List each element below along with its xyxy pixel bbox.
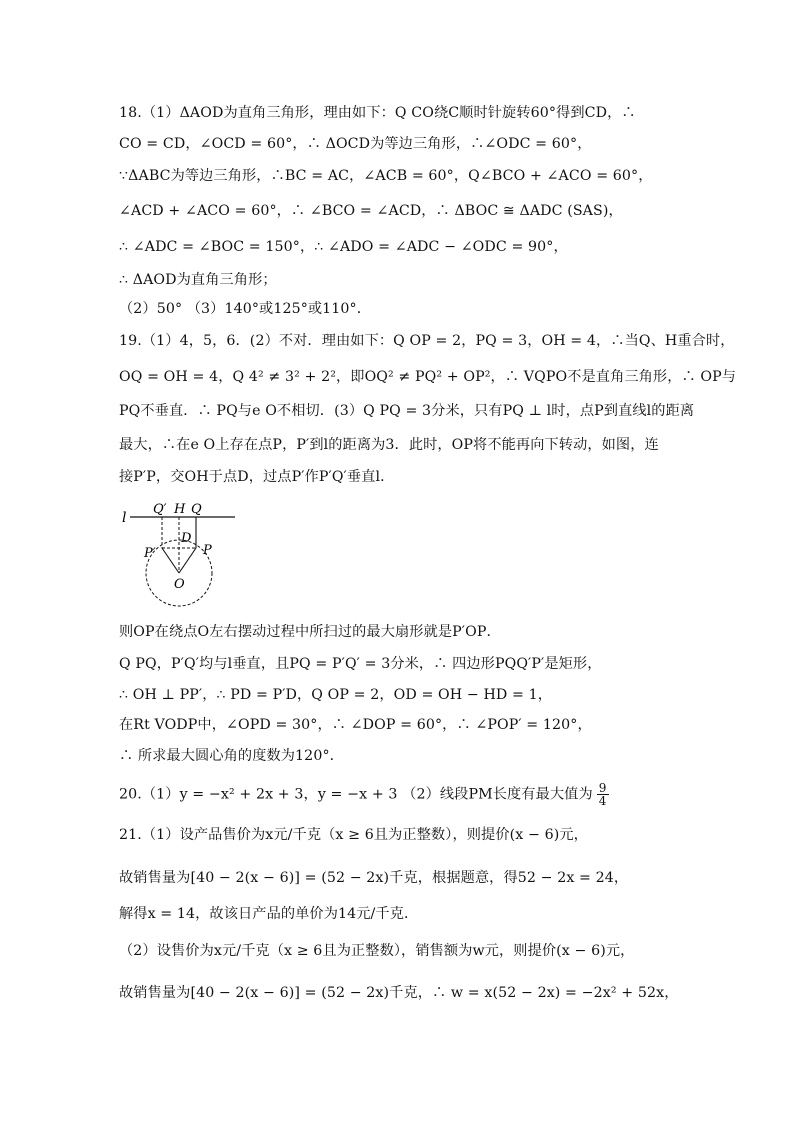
segment-P-prime-O (162, 548, 179, 573)
geometry-figure (115, 496, 245, 611)
label-D: D (181, 531, 192, 546)
text-line-6: ∴ ΔAOD为直角三角形； (119, 272, 277, 288)
text-line-12: 接P′P，交OH于点D，过点P′作P′Q′垂直l． (119, 469, 395, 485)
label-H: H (174, 502, 186, 517)
label-O: O (174, 577, 185, 592)
text-line-14: Q PQ，P′Q′均与l垂直，且PQ = P′Q′ = 3分米，∴ 四边形PQQ′P′是矩形， (119, 656, 602, 672)
text-line-15: ∴ OH ⊥ PP′，∴ PD = P′D，Q OP = 2，OD = OH − HD = 1， (119, 687, 553, 703)
segment-P-O (179, 548, 196, 573)
text-line-10: PQ不垂直．∴ PQ与e O不相切．(3）Q PQ = 3分米，只有PQ ⊥ l时，点P到直线l的距离 (119, 403, 695, 419)
text-line-4: ∠ACD + ∠ACO = 60°，∴ ∠BCO = ∠ACD，∴ ΔBOC ≅ ΔADC (SAS)， (119, 203, 623, 219)
fraction-nine-quarters (597, 782, 609, 807)
text-line-5: ∴ ∠ADC = ∠BOC = 150°，∴ ∠ADO = ∠ADC − ∠ODC = 90°， (119, 239, 568, 255)
text-line-16: 在Rt VODP中，∠OPD = 30°，∴ ∠DOP = 60°，∴ ∠POP′ = 120°， (119, 717, 592, 733)
label-Q-prime: Q′ (153, 502, 167, 517)
label-Q: Q (191, 502, 202, 517)
text-line-18 (119, 782, 609, 807)
text-line-19: 21.（1）设产品售价为x元/千克（x ≥ 6且为正整数），则提价(x − 6)元， (119, 827, 588, 843)
q20-text: 20.（1）y = −x² + 2x + 3，y = −x + 3 （2）线段PM长度有最大值为 (119, 786, 593, 803)
fraction-numerator: 9 (598, 781, 607, 795)
text-line-2: CO = CD，∠OCD = 60°，∴ ΔOCD为等边三角形，∴∠ODC = 60°， (119, 136, 592, 152)
text-line-9: OQ = OH = 4，Q 4² ≠ 3² + 2²，即OQ² ≠ PQ² + OP²，∴ VQPO不是直角三角形，∴ OP与 (119, 369, 737, 385)
text-line-21: 解得x = 14，故该日产品的单价为14元/千克． (119, 906, 419, 922)
text-line-23: 故销售量为[40 − 2(x − 6)] = (52 − 2x)千克，∴ w = x(52 − 2x) = −2x² + 52x， (119, 985, 679, 1001)
label-P-prime: P′ (144, 546, 156, 561)
text-line-3: ∵ΔABC为等边三角形，∴BC = AC，∠ACB = 60°，Q∠BCO + ∠ACO = 60°， (119, 168, 653, 184)
label-P: P (203, 543, 212, 558)
text-line-7: （2）50° （3）140°或125°或110°． (119, 301, 372, 317)
text-line-8: 19.（1）4，5，6．(2）不对．理由如下：Q OP = 2，PQ = 3，OH = 4，∴当Q、H重合时， (119, 333, 735, 349)
text-line-17: ∴ 所求最大圆心角的度数为120°． (119, 748, 344, 764)
label-l: l (122, 510, 127, 526)
text-line-1: 18.（1）ΔAOD为直角三角形，理由如下：Q CO绕C顺时针旋转60°得到CD，∴ (119, 105, 636, 121)
text-line-20: 故销售量为[40 − 2(x − 6)] = (52 − 2x)千克，根据题意，得52 − 2x = 24， (119, 870, 629, 886)
fraction-denominator: 4 (598, 794, 607, 808)
text-line-11: 最大，∴在e O上存在点P，P′到l的距离为3．此时，OP将不能再向下转动，如图，连 (119, 437, 659, 453)
text-line-22: （2）设售价为x元/千克（x ≥ 6且为正整数），销售额为w元，则提价(x − 6)元， (119, 943, 635, 959)
text-line-13: 则OP在绕点O左右摆动过程中所扫过的最大扇形就是P′OP． (119, 624, 501, 640)
